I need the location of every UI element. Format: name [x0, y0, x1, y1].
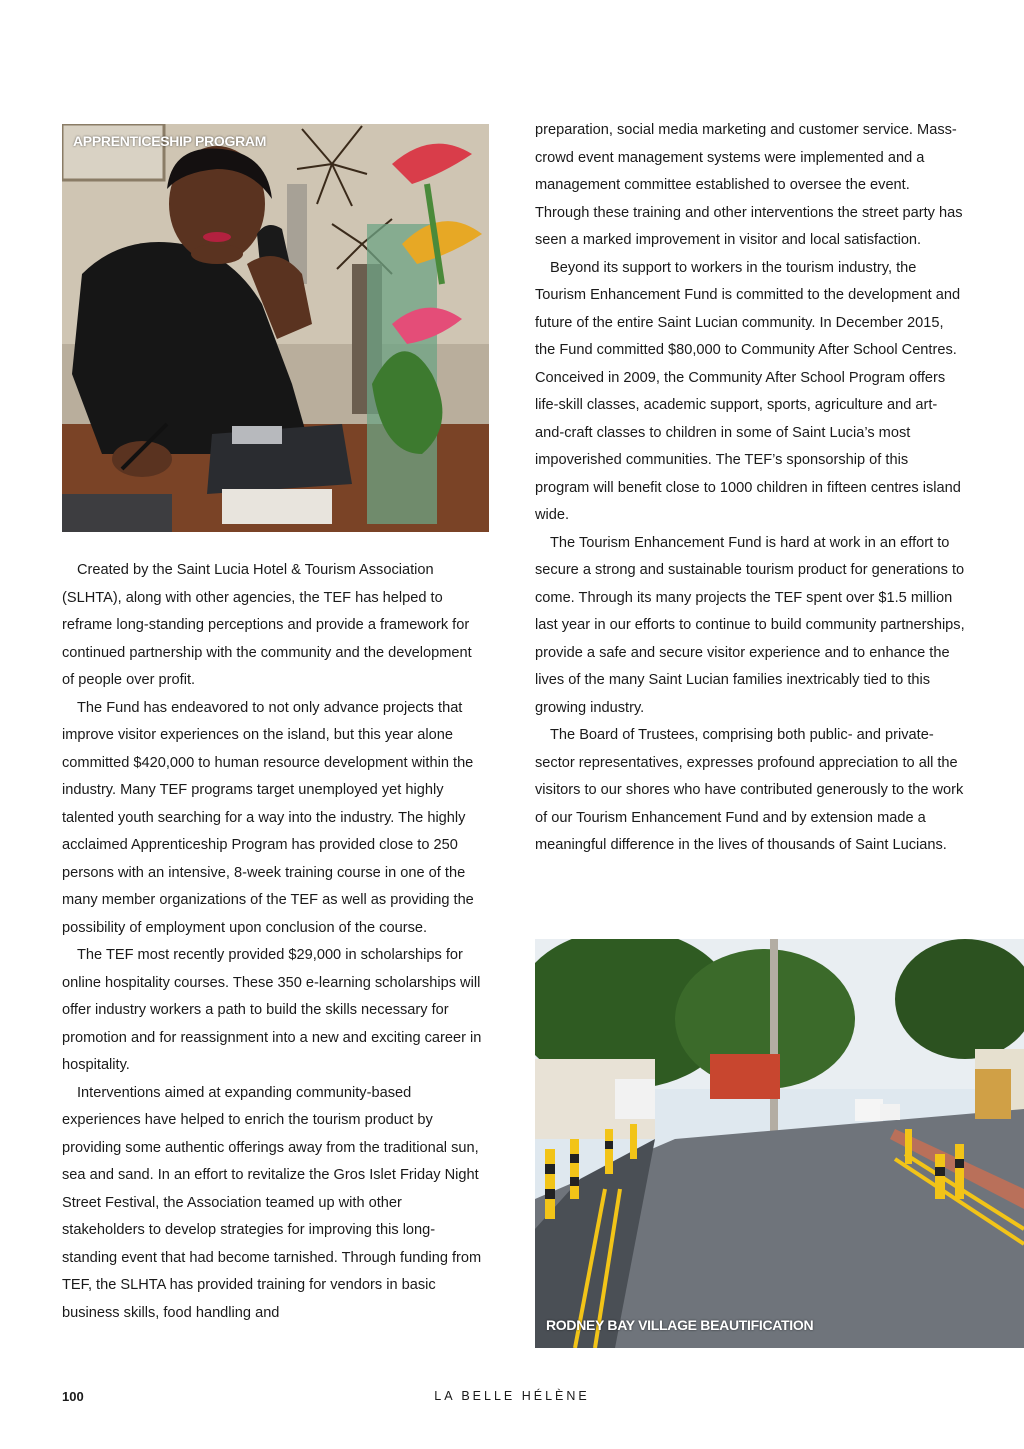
paragraph: The Fund has endeavored to not only advance projects that improve visitor experiences on the island, but this year alone committed $420,000 to human resource development within the industry. Many TEF programs target unemployed yet highly talented youth searching for a way into the industry. The highly acclaimed Apprenticeship Program has provided close to 250 persons with an intensive, 8-week training course in one of the many member organizations of the TEF as well as providing the possibility of employment upon conclusion of the course. — [62, 699, 474, 936]
paragraph: Interventions aimed at expanding community-based experiences have helped to enrich the tourism product by providing some authentic offerings away from the traditional sun, sea and sand. In an effort to revitalize the Gros Islet Friday Night Street Festival, the Association teamed up with other stakeholders to develop strategies for improving this long-standing event that had become tarnished. Through funding from TEF, the SLHTA has provided training for vendors in basic business skills, food handling and — [62, 1084, 482, 1321]
beautification-caption: RODNEY BAY VILLAGE BEAUTIFICATION — [546, 1317, 814, 1333]
paragraph: Created by the Saint Lucia Hotel & Tourism Association (SLHTA), along with other agencies, the TEF has helped to reframe long-standing perceptions and provide a framework for continued partnership with the community and the development of people over profit. — [62, 562, 472, 688]
street-illustration — [535, 939, 1024, 1348]
paragraph: Beyond its support to workers in the tourism industry, the Tourism Enhancement Fund is committed to the development and future of the entire Saint Lucian community. In December 2015, the Fund committed $80,000 to Community After School Centres. Conceived in 2009, the Community After School Program offers life-skill classes, academic support, sports, agriculture and art-and-craft classes to children in some of Saint Lucia’s most impoverished communities. The TEF’s sponsorship of this program will benefit close to 1000 children in fifteen centres island wide. — [535, 259, 961, 523]
page-number: 100 — [62, 1389, 84, 1404]
apprenticeship-caption: APPRENTICESHIP PROGRAM — [73, 133, 267, 149]
paragraph: The Board of Trustees, comprising both public- and private-sector representatives, expresses profound appreciation to all the visitors to our shores who have contributed generously to the work of our Tourism Enhancement Fund and by extension made a meaningful difference in the lives of thousands of Saint Lucians. — [535, 727, 964, 853]
paragraph: preparation, social media marketing and customer service. Mass-crowd event management systems were implemented and a management committee established to oversee the event. Through these training and other interventions the street party has seen a marked improvement in visitor and local satisfaction. — [535, 122, 963, 248]
magazine-title: LA BELLE HÉLÈNE — [434, 1389, 590, 1403]
beautification-photo — [535, 939, 1024, 1348]
apprenticeship-illustration — [62, 124, 489, 532]
right-column — [535, 117, 965, 860]
paragraph: The TEF most recently provided $29,000 in scholarships for online hospitality courses. These 350 e-learning scholarships will offer industry workers a path to build the skills necessary for promotion and for reassignment into a new and exciting career in hospitality. — [62, 947, 482, 1073]
left-column — [62, 557, 487, 1327]
apprenticeship-photo — [62, 124, 489, 532]
paragraph: The Tourism Enhancement Fund is hard at work in an effort to secure a strong and sustainable tourism product for generations to come. Through its many projects the TEF spent over $1.5 million last year in our efforts to continue to build community partnerships, provide a safe and secure visitor experience and to enhance the lives of the many Saint Lucian families inextricably tied to this growing industry. — [535, 534, 965, 716]
